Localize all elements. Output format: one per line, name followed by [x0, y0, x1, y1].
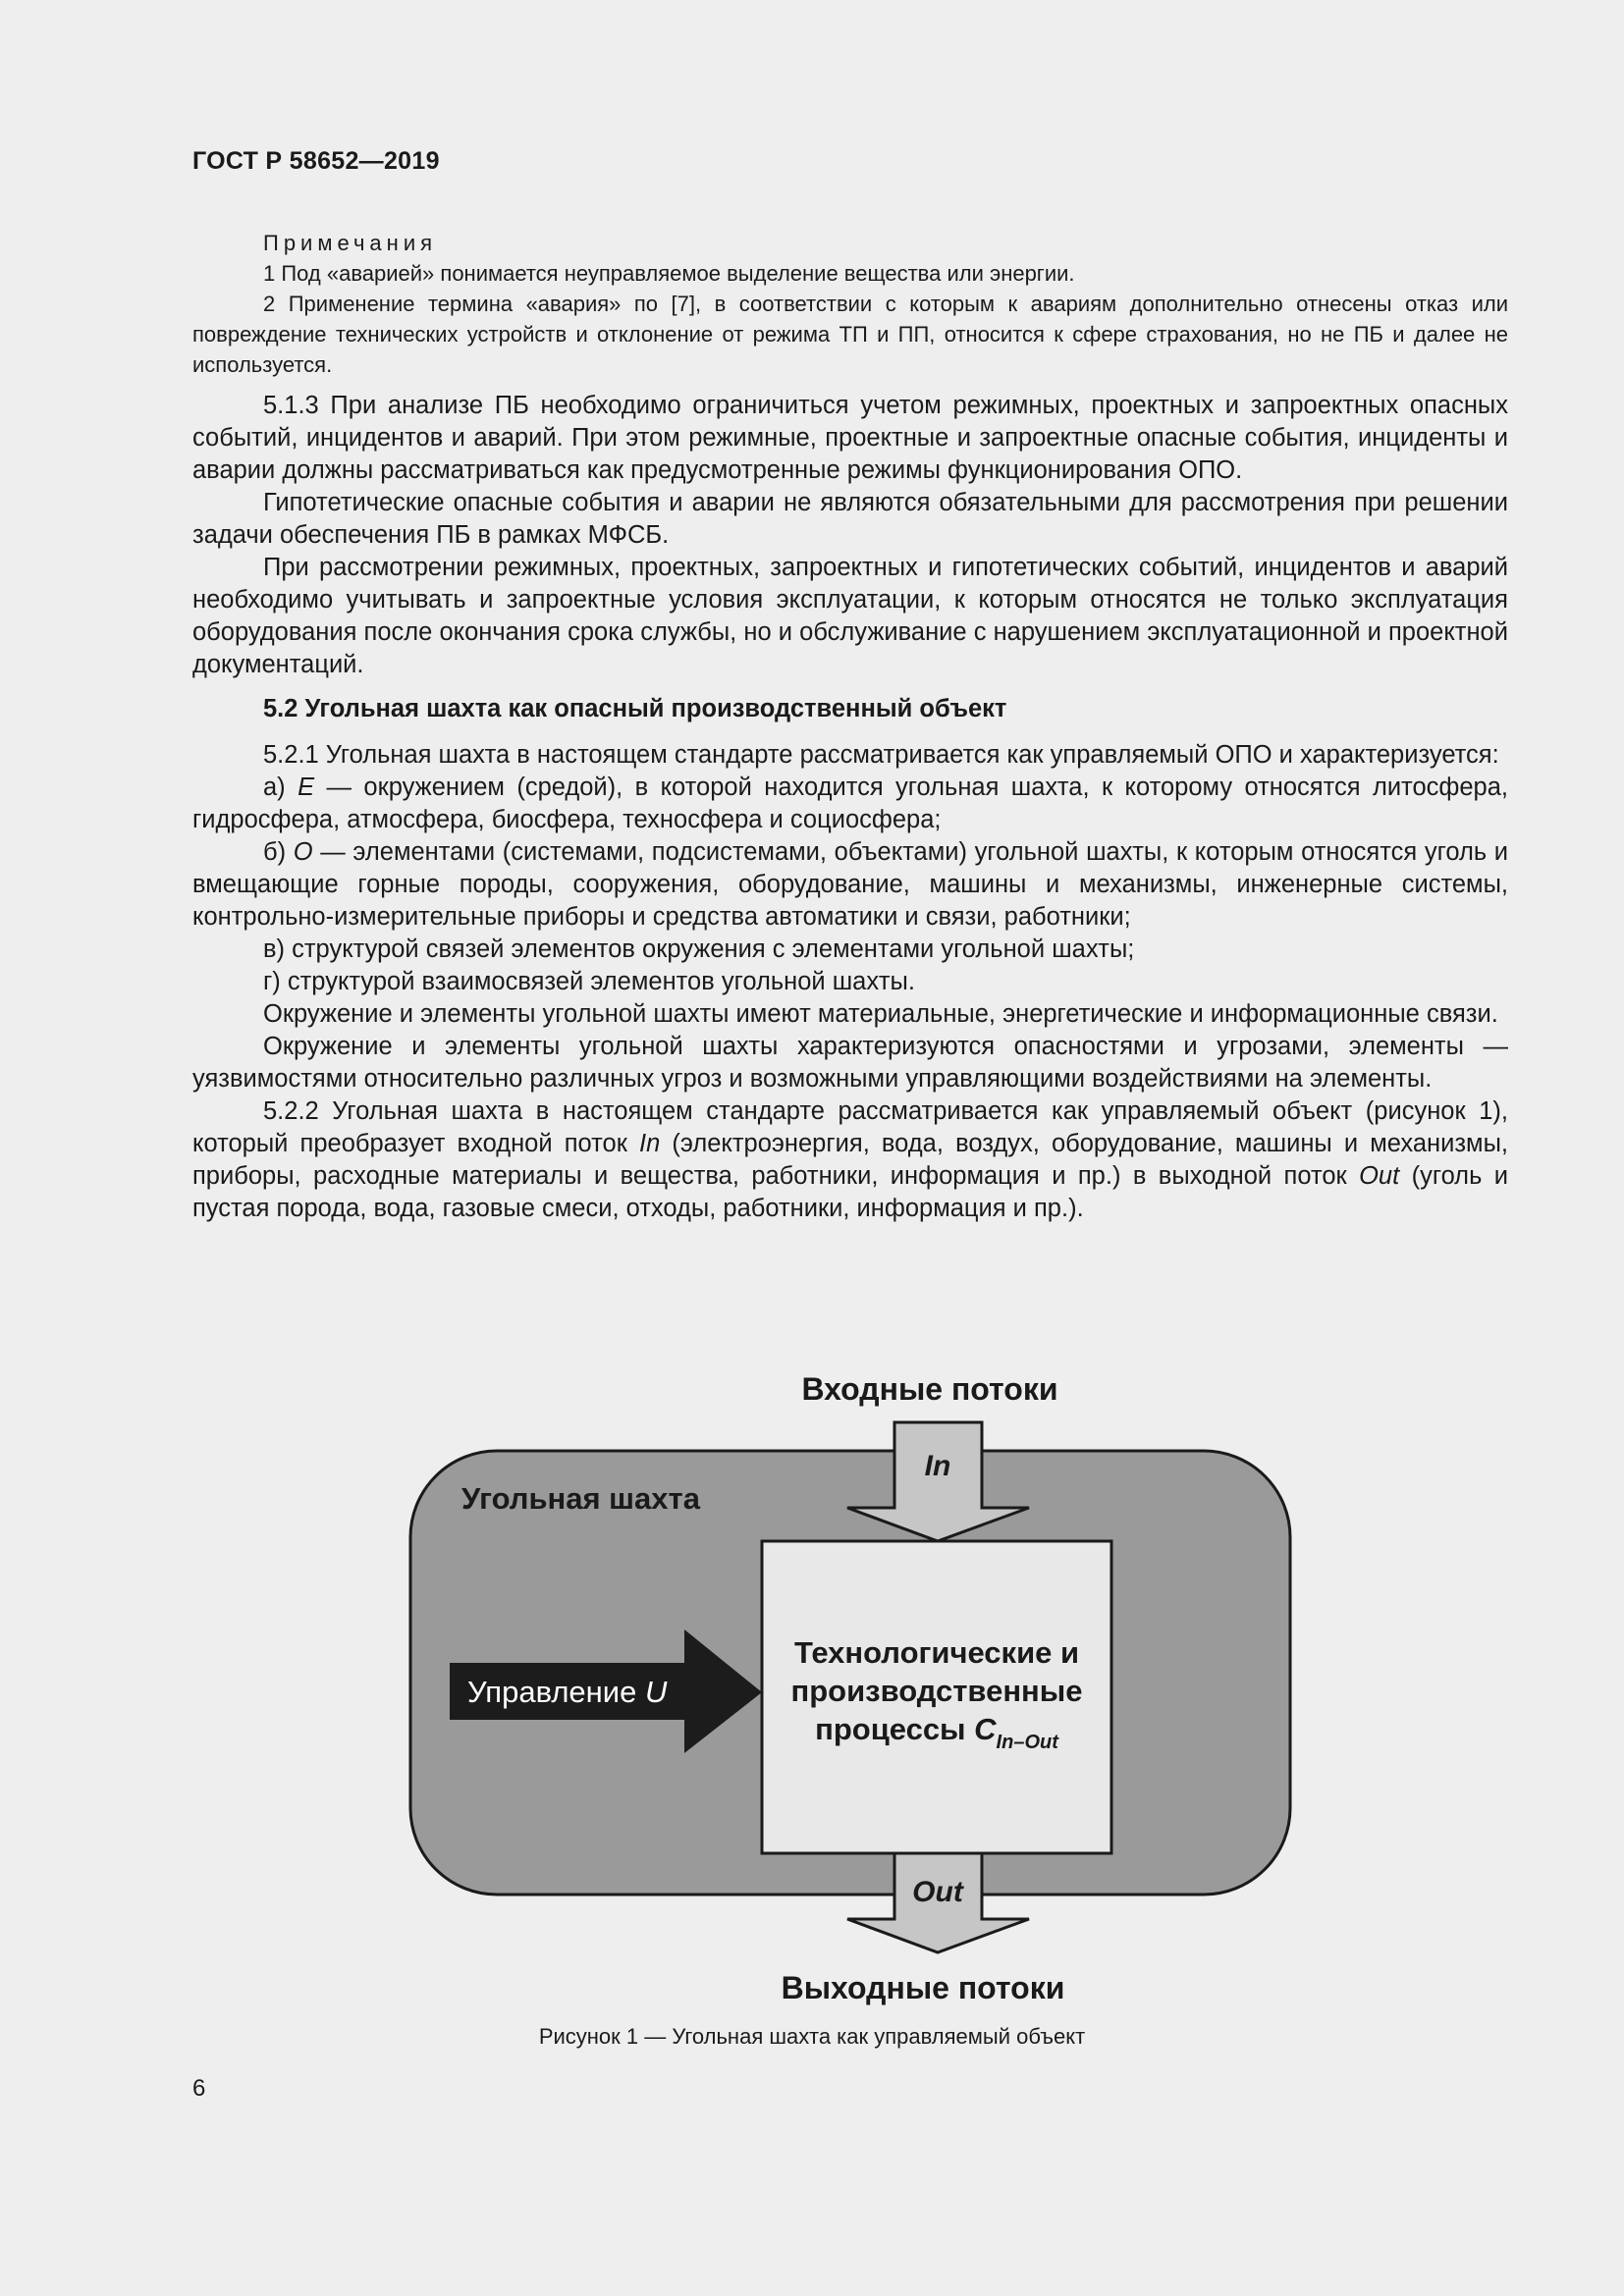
coal-mine-label: Угольная шахта — [461, 1481, 700, 1516]
list-item-v: в) структурой связей элементов окружения с элементами угольной шахты; — [263, 935, 1135, 963]
body-text — [192, 390, 1508, 1225]
notes-block — [192, 228, 1508, 380]
paragraph-5-1-3: 5.1.3 При анализе ПБ необходимо ограничиться учетом режимных, проектных и запроектных опасных событий, инцидентов и аварий. При этом режимные, проектные и запроектные опасные события, инциденты и аварии должны рассматриваться как предусмотренные режимы функционирования ОПО. — [192, 392, 1508, 484]
list-item-g: г) структурой взаимосвязей элементов угольной шахты. — [263, 968, 915, 995]
process-line-3: процессы $C_{In-Out}$ — [815, 1712, 1058, 1753]
section-heading-5-2: 5.2 Угольная шахта как опасный производственный объект — [263, 695, 1007, 722]
input-flows-title: Входные потоки — [801, 1371, 1058, 1407]
note-1: 1 Под «аварией» понимается неуправляемое выделение вещества или энергии. — [263, 261, 1075, 286]
variable-in: In — [639, 1130, 661, 1157]
output-arrow-label: Out — [912, 1876, 963, 1908]
paragraph-5-2-1: 5.2.1 Угольная шахта в настоящем стандарте рассматривается как управляемый ОПО и характеризуется: — [263, 741, 1499, 769]
variable-out: Out — [1359, 1162, 1400, 1190]
list-item-b: б) O — элементами (системами, подсистемами, объектами) угольной шахты, к которым относятся уголь и вмещающие горные породы, сооружения, оборудование, машины и механизмы, инженерные системы, контрольно-измерительные приборы и средства автоматики и связи, работники; — [192, 838, 1509, 931]
paragraph-5-2-2: 5.2.2 Угольная шахта в настоящем стандарте рассматривается как управляемый объект (рисунок 1), который преобразует входной поток In (электроэнергия, вода, воздух, оборудование, машины и механизмы, приборы, расходные материалы и вещества, работники, информация и пр.) в выходной поток Out (уголь и пустая порода, вода, газовые смеси, отходы, работники, информация и пр.). — [192, 1097, 1509, 1222]
process-line-2: производственные — [790, 1674, 1083, 1708]
standard-header: ГОСТ Р 58652—2019 — [192, 147, 440, 175]
page-number: 6 — [192, 2075, 206, 2102]
notes-title: Примечания — [263, 231, 438, 255]
paragraph-threats: Окружение и элементы угольной шахты характеризуются опасностями и угрозами, элементы — уязвимостями относительно различных угроз и возможными управляющими воздействиями на элементы. — [192, 1033, 1508, 1093]
list-item-a: а) E — окружением (средой), в которой находится угольная шахта, к которому относятся литосфера, гидросфера, атмосфера, биосфера, техносфера и социосфера; — [192, 774, 1508, 833]
paragraph-consideration: При рассмотрении режимных, проектных, запроектных и гипотетических событий, инцидентов и аварий необходимо учитывать и запроектные условия эксплуатации, к которым относятся не только эксплуатация оборудования после окончания срока службы, но и обслуживание с нарушением эксплуатационной и проектной документаций. — [192, 554, 1508, 678]
control-arrow-label: Управление U — [467, 1675, 668, 1709]
variable-e: E — [298, 774, 315, 801]
paragraph-hypothetical: Гипотетические опасные события и аварии не являются обязательными для рассмотрения при решении задачи обеспечения ПБ в рамках МФСБ. — [192, 489, 1508, 549]
variable-o: O — [293, 838, 313, 866]
process-line-1: Технологические и — [793, 1635, 1080, 1670]
note-2: 2 Применение термина «авария» по [7], в соответствии с которым к авариям дополнительно отнесены отказ или повреждение технических устройств и отклонение от режима ТП и ПП, относится к сфере страхования, но не ПБ и далее не используется. — [192, 292, 1508, 377]
output-flows-title: Выходные потоки — [781, 1970, 1065, 2005]
paragraph-links: Окружение и элементы угольной шахты имеют материальные, энергетические и информационные связи. — [263, 1000, 1498, 1028]
input-arrow-label: In — [924, 1450, 951, 1482]
figure-caption: Рисунок 1 — Угольная шахта как управляемый объект — [538, 2024, 1086, 2049]
